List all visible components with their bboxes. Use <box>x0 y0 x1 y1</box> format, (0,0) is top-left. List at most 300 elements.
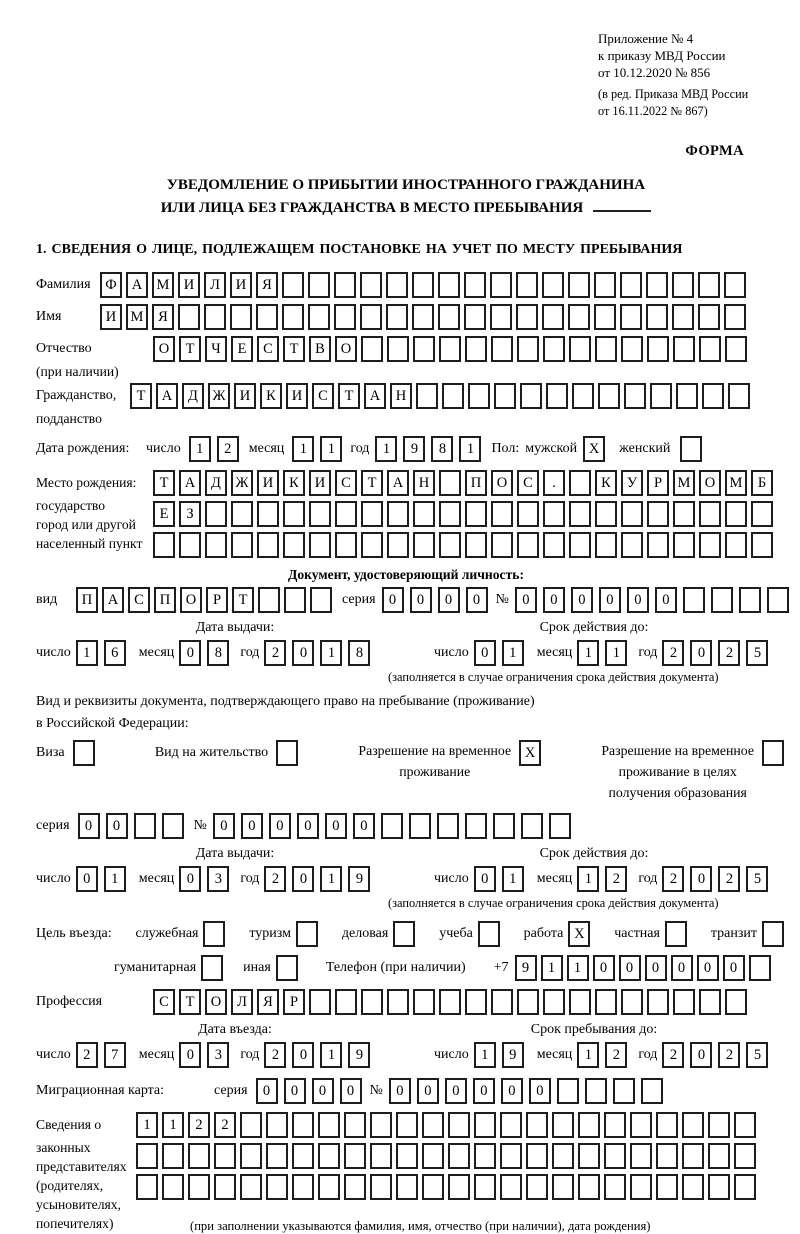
char-cell[interactable]: 0 <box>382 587 404 613</box>
char-cell[interactable]: 1 <box>320 640 342 666</box>
char-cell[interactable] <box>543 532 565 558</box>
char-cell[interactable] <box>344 1143 366 1169</box>
char-cell[interactable] <box>448 1174 470 1200</box>
char-cell[interactable]: М <box>725 470 747 496</box>
char-cell[interactable]: У <box>621 470 643 496</box>
char-cell[interactable]: 0 <box>474 866 496 892</box>
char-cell[interactable]: 0 <box>284 1078 306 1104</box>
char-cell[interactable] <box>442 383 464 409</box>
char-cell[interactable] <box>464 272 486 298</box>
char-cell[interactable] <box>493 813 515 839</box>
char-cell[interactable] <box>412 304 434 330</box>
char-cell[interactable]: В <box>309 336 331 362</box>
char-cell[interactable]: 0 <box>543 587 565 613</box>
char-cell[interactable] <box>516 304 538 330</box>
char-cell[interactable]: Я <box>152 304 174 330</box>
char-cell[interactable]: 3 <box>207 1042 229 1068</box>
char-cell[interactable] <box>673 532 695 558</box>
char-cell[interactable]: 3 <box>207 866 229 892</box>
char-cell[interactable]: Ч <box>205 336 227 362</box>
char-cell[interactable]: Н <box>390 383 412 409</box>
char-cell[interactable] <box>370 1112 392 1138</box>
char-cell[interactable]: 2 <box>718 866 740 892</box>
char-cell[interactable] <box>682 1174 704 1200</box>
char-cell[interactable] <box>231 501 253 527</box>
char-cell[interactable] <box>256 304 278 330</box>
char-cell[interactable] <box>585 1078 607 1104</box>
char-cell[interactable] <box>381 813 403 839</box>
char-cell[interactable] <box>387 532 409 558</box>
char-cell[interactable] <box>360 304 382 330</box>
char-cell[interactable]: К <box>595 470 617 496</box>
char-cell[interactable] <box>546 383 568 409</box>
char-cell[interactable]: 0 <box>179 866 201 892</box>
char-cell[interactable]: 2 <box>76 1042 98 1068</box>
char-cell[interactable]: И <box>178 272 200 298</box>
char-cell[interactable] <box>416 383 438 409</box>
char-cell[interactable] <box>491 532 513 558</box>
char-cell[interactable] <box>739 587 761 613</box>
char-cell[interactable] <box>595 532 617 558</box>
char-cell[interactable] <box>283 501 305 527</box>
char-cell[interactable]: 1 <box>189 436 211 462</box>
char-cell[interactable]: Е <box>153 501 175 527</box>
char-cell[interactable] <box>465 501 487 527</box>
char-cell[interactable]: Д <box>182 383 204 409</box>
char-cell[interactable]: О <box>699 470 721 496</box>
char-cell[interactable] <box>266 1112 288 1138</box>
char-cell[interactable] <box>292 1174 314 1200</box>
char-cell[interactable] <box>387 336 409 362</box>
char-cell[interactable] <box>578 1112 600 1138</box>
char-cell[interactable] <box>520 383 542 409</box>
char-cell[interactable]: 0 <box>340 1078 362 1104</box>
char-cell[interactable]: 0 <box>671 955 693 981</box>
char-cell[interactable]: С <box>335 470 357 496</box>
char-cell[interactable] <box>491 336 513 362</box>
char-cell[interactable] <box>308 272 330 298</box>
char-cell[interactable] <box>698 272 720 298</box>
char-cell[interactable]: 0 <box>645 955 667 981</box>
char-cell[interactable] <box>474 1143 496 1169</box>
char-cell[interactable] <box>413 501 435 527</box>
char-cell[interactable]: 6 <box>104 640 126 666</box>
char-cell[interactable] <box>136 1143 158 1169</box>
char-cell[interactable] <box>749 955 771 981</box>
char-cell[interactable] <box>465 336 487 362</box>
purpose-work-checkbox[interactable]: X <box>568 921 590 947</box>
char-cell[interactable] <box>439 532 461 558</box>
char-cell[interactable]: 0 <box>473 1078 495 1104</box>
char-cell[interactable] <box>725 501 747 527</box>
purpose-private-checkbox[interactable] <box>665 921 687 947</box>
char-cell[interactable] <box>318 1174 340 1200</box>
char-cell[interactable]: 5 <box>746 1042 768 1068</box>
char-cell[interactable] <box>647 989 669 1015</box>
char-cell[interactable] <box>448 1112 470 1138</box>
char-cell[interactable] <box>205 501 227 527</box>
char-cell[interactable]: 0 <box>389 1078 411 1104</box>
char-cell[interactable] <box>500 1174 522 1200</box>
char-cell[interactable]: Т <box>179 989 201 1015</box>
char-cell[interactable] <box>334 272 356 298</box>
char-cell[interactable] <box>396 1143 418 1169</box>
char-cell[interactable] <box>162 813 184 839</box>
char-cell[interactable] <box>725 336 747 362</box>
char-cell[interactable] <box>361 336 383 362</box>
char-cell[interactable] <box>598 383 620 409</box>
char-cell[interactable]: И <box>286 383 308 409</box>
char-cell[interactable] <box>214 1174 236 1200</box>
char-cell[interactable]: П <box>154 587 176 613</box>
char-cell[interactable] <box>517 989 539 1015</box>
char-cell[interactable] <box>552 1112 574 1138</box>
char-cell[interactable]: 2 <box>264 1042 286 1068</box>
sex-male-checkbox[interactable]: X <box>583 436 605 462</box>
char-cell[interactable] <box>699 989 721 1015</box>
char-cell[interactable]: 0 <box>438 587 460 613</box>
char-cell[interactable] <box>751 532 773 558</box>
char-cell[interactable]: 9 <box>502 1042 524 1068</box>
char-cell[interactable] <box>552 1143 574 1169</box>
char-cell[interactable]: 1 <box>375 436 397 462</box>
char-cell[interactable] <box>257 532 279 558</box>
char-cell[interactable] <box>656 1143 678 1169</box>
temp-residence-edu-checkbox[interactable] <box>762 740 784 766</box>
char-cell[interactable] <box>240 1112 262 1138</box>
visa-checkbox[interactable] <box>73 740 95 766</box>
char-cell[interactable] <box>724 272 746 298</box>
char-cell[interactable]: Р <box>283 989 305 1015</box>
char-cell[interactable] <box>162 1174 184 1200</box>
char-cell[interactable]: 2 <box>264 866 286 892</box>
char-cell[interactable]: 0 <box>417 1078 439 1104</box>
char-cell[interactable]: А <box>364 383 386 409</box>
char-cell[interactable]: 0 <box>213 813 235 839</box>
char-cell[interactable] <box>542 272 564 298</box>
char-cell[interactable]: П <box>465 470 487 496</box>
char-cell[interactable]: . <box>543 470 565 496</box>
char-cell[interactable] <box>683 587 705 613</box>
char-cell[interactable] <box>702 383 724 409</box>
char-cell[interactable] <box>630 1112 652 1138</box>
char-cell[interactable] <box>724 304 746 330</box>
char-cell[interactable]: 0 <box>256 1078 278 1104</box>
char-cell[interactable]: 1 <box>292 436 314 462</box>
char-cell[interactable]: 1 <box>320 436 342 462</box>
char-cell[interactable] <box>344 1112 366 1138</box>
char-cell[interactable] <box>698 304 720 330</box>
char-cell[interactable] <box>310 587 332 613</box>
char-cell[interactable]: 7 <box>104 1042 126 1068</box>
char-cell[interactable]: 0 <box>269 813 291 839</box>
char-cell[interactable] <box>240 1174 262 1200</box>
char-cell[interactable] <box>361 532 383 558</box>
char-cell[interactable]: 2 <box>264 640 286 666</box>
char-cell[interactable] <box>309 989 331 1015</box>
char-cell[interactable]: 0 <box>179 640 201 666</box>
char-cell[interactable]: Л <box>204 272 226 298</box>
char-cell[interactable] <box>725 989 747 1015</box>
char-cell[interactable]: 1 <box>605 640 627 666</box>
char-cell[interactable]: Б <box>751 470 773 496</box>
char-cell[interactable] <box>134 813 156 839</box>
char-cell[interactable]: С <box>153 989 175 1015</box>
char-cell[interactable] <box>490 304 512 330</box>
char-cell[interactable]: 0 <box>690 640 712 666</box>
char-cell[interactable] <box>387 501 409 527</box>
sex-female-checkbox[interactable] <box>680 436 702 462</box>
char-cell[interactable] <box>439 989 461 1015</box>
char-cell[interactable] <box>188 1174 210 1200</box>
char-cell[interactable]: 1 <box>136 1112 158 1138</box>
char-cell[interactable]: 0 <box>325 813 347 839</box>
char-cell[interactable] <box>465 532 487 558</box>
char-cell[interactable]: И <box>100 304 122 330</box>
char-cell[interactable] <box>386 304 408 330</box>
char-cell[interactable] <box>439 501 461 527</box>
char-cell[interactable]: 0 <box>466 587 488 613</box>
char-cell[interactable] <box>240 1143 262 1169</box>
char-cell[interactable] <box>620 272 642 298</box>
char-cell[interactable] <box>438 272 460 298</box>
char-cell[interactable]: С <box>128 587 150 613</box>
char-cell[interactable]: М <box>126 304 148 330</box>
char-cell[interactable] <box>630 1143 652 1169</box>
char-cell[interactable]: 9 <box>348 1042 370 1068</box>
char-cell[interactable]: 8 <box>431 436 453 462</box>
char-cell[interactable] <box>672 272 694 298</box>
char-cell[interactable]: Р <box>647 470 669 496</box>
char-cell[interactable]: С <box>517 470 539 496</box>
char-cell[interactable]: А <box>156 383 178 409</box>
char-cell[interactable] <box>552 1174 574 1200</box>
char-cell[interactable]: Т <box>361 470 383 496</box>
char-cell[interactable] <box>711 587 733 613</box>
char-cell[interactable] <box>699 501 721 527</box>
char-cell[interactable] <box>491 989 513 1015</box>
char-cell[interactable]: 1 <box>320 1042 342 1068</box>
char-cell[interactable] <box>230 304 252 330</box>
char-cell[interactable] <box>569 532 591 558</box>
char-cell[interactable] <box>549 813 571 839</box>
char-cell[interactable]: П <box>76 587 98 613</box>
char-cell[interactable] <box>647 336 669 362</box>
char-cell[interactable]: 1 <box>502 866 524 892</box>
char-cell[interactable]: 0 <box>76 866 98 892</box>
purpose-study-checkbox[interactable] <box>478 921 500 947</box>
char-cell[interactable] <box>258 587 280 613</box>
char-cell[interactable]: 1 <box>541 955 563 981</box>
char-cell[interactable] <box>526 1112 548 1138</box>
char-cell[interactable] <box>361 989 383 1015</box>
char-cell[interactable]: М <box>152 272 174 298</box>
char-cell[interactable]: 0 <box>599 587 621 613</box>
char-cell[interactable] <box>630 1174 652 1200</box>
char-cell[interactable]: 5 <box>746 640 768 666</box>
char-cell[interactable]: Т <box>232 587 254 613</box>
purpose-transit-checkbox[interactable] <box>762 921 784 947</box>
char-cell[interactable]: 0 <box>78 813 100 839</box>
char-cell[interactable]: О <box>491 470 513 496</box>
char-cell[interactable] <box>521 813 543 839</box>
char-cell[interactable] <box>292 1143 314 1169</box>
char-cell[interactable] <box>214 1143 236 1169</box>
char-cell[interactable]: Л <box>231 989 253 1015</box>
purpose-business-checkbox[interactable] <box>393 921 415 947</box>
char-cell[interactable] <box>621 989 643 1015</box>
char-cell[interactable]: 0 <box>690 1042 712 1068</box>
char-cell[interactable]: Ж <box>208 383 230 409</box>
char-cell[interactable] <box>413 989 435 1015</box>
char-cell[interactable]: 2 <box>605 866 627 892</box>
char-cell[interactable]: А <box>102 587 124 613</box>
char-cell[interactable] <box>386 272 408 298</box>
char-cell[interactable] <box>494 383 516 409</box>
char-cell[interactable]: 0 <box>697 955 719 981</box>
char-cell[interactable] <box>708 1174 730 1200</box>
char-cell[interactable]: 0 <box>529 1078 551 1104</box>
char-cell[interactable]: 2 <box>718 640 740 666</box>
char-cell[interactable]: 0 <box>353 813 375 839</box>
char-cell[interactable] <box>396 1174 418 1200</box>
char-cell[interactable] <box>526 1143 548 1169</box>
char-cell[interactable] <box>409 813 431 839</box>
char-cell[interactable] <box>621 532 643 558</box>
char-cell[interactable] <box>594 304 616 330</box>
char-cell[interactable] <box>621 501 643 527</box>
char-cell[interactable]: 0 <box>474 640 496 666</box>
char-cell[interactable] <box>292 1112 314 1138</box>
char-cell[interactable]: 1 <box>76 640 98 666</box>
char-cell[interactable] <box>188 1143 210 1169</box>
char-cell[interactable] <box>474 1112 496 1138</box>
char-cell[interactable]: 0 <box>627 587 649 613</box>
char-cell[interactable] <box>360 272 382 298</box>
char-cell[interactable]: 1 <box>104 866 126 892</box>
char-cell[interactable] <box>767 587 789 613</box>
char-cell[interactable] <box>309 501 331 527</box>
char-cell[interactable] <box>439 336 461 362</box>
char-cell[interactable]: 8 <box>207 640 229 666</box>
char-cell[interactable]: 9 <box>403 436 425 462</box>
char-cell[interactable]: 0 <box>593 955 615 981</box>
char-cell[interactable]: К <box>260 383 282 409</box>
char-cell[interactable] <box>647 501 669 527</box>
char-cell[interactable] <box>647 532 669 558</box>
char-cell[interactable] <box>422 1143 444 1169</box>
char-cell[interactable] <box>474 1174 496 1200</box>
char-cell[interactable]: 0 <box>690 866 712 892</box>
char-cell[interactable]: К <box>283 470 305 496</box>
char-cell[interactable] <box>613 1078 635 1104</box>
char-cell[interactable] <box>282 304 304 330</box>
char-cell[interactable] <box>266 1143 288 1169</box>
char-cell[interactable] <box>439 470 461 496</box>
char-cell[interactable]: С <box>257 336 279 362</box>
char-cell[interactable] <box>656 1174 678 1200</box>
char-cell[interactable]: 1 <box>577 640 599 666</box>
char-cell[interactable]: Ж <box>231 470 253 496</box>
char-cell[interactable]: 0 <box>619 955 641 981</box>
char-cell[interactable] <box>656 1112 678 1138</box>
char-cell[interactable] <box>517 532 539 558</box>
char-cell[interactable] <box>578 1143 600 1169</box>
char-cell[interactable]: Е <box>231 336 253 362</box>
char-cell[interactable] <box>673 501 695 527</box>
char-cell[interactable] <box>569 501 591 527</box>
char-cell[interactable]: Т <box>179 336 201 362</box>
char-cell[interactable] <box>412 272 434 298</box>
char-cell[interactable] <box>500 1143 522 1169</box>
char-cell[interactable]: М <box>673 470 695 496</box>
char-cell[interactable]: Т <box>130 383 152 409</box>
char-cell[interactable]: 0 <box>655 587 677 613</box>
char-cell[interactable] <box>370 1143 392 1169</box>
char-cell[interactable]: 9 <box>348 866 370 892</box>
char-cell[interactable] <box>673 989 695 1015</box>
char-cell[interactable]: Р <box>206 587 228 613</box>
char-cell[interactable] <box>734 1143 756 1169</box>
char-cell[interactable] <box>751 501 773 527</box>
char-cell[interactable]: И <box>257 470 279 496</box>
char-cell[interactable] <box>282 272 304 298</box>
char-cell[interactable] <box>646 304 668 330</box>
char-cell[interactable]: 1 <box>577 1042 599 1068</box>
char-cell[interactable] <box>318 1112 340 1138</box>
char-cell[interactable] <box>604 1112 626 1138</box>
char-cell[interactable] <box>231 532 253 558</box>
char-cell[interactable] <box>682 1143 704 1169</box>
char-cell[interactable]: 0 <box>445 1078 467 1104</box>
char-cell[interactable] <box>464 304 486 330</box>
char-cell[interactable] <box>543 501 565 527</box>
char-cell[interactable]: Т <box>338 383 360 409</box>
char-cell[interactable] <box>708 1143 730 1169</box>
char-cell[interactable]: Я <box>257 989 279 1015</box>
char-cell[interactable]: 0 <box>515 587 537 613</box>
char-cell[interactable] <box>438 304 460 330</box>
char-cell[interactable]: 0 <box>241 813 263 839</box>
char-cell[interactable]: И <box>309 470 331 496</box>
char-cell[interactable]: 0 <box>292 640 314 666</box>
char-cell[interactable] <box>517 336 539 362</box>
char-cell[interactable]: 1 <box>162 1112 184 1138</box>
char-cell[interactable] <box>153 532 175 558</box>
purpose-other-checkbox[interactable] <box>276 955 298 981</box>
char-cell[interactable] <box>641 1078 663 1104</box>
char-cell[interactable]: 1 <box>459 436 481 462</box>
char-cell[interactable] <box>604 1174 626 1200</box>
char-cell[interactable] <box>557 1078 579 1104</box>
temp-residence-checkbox[interactable]: X <box>519 740 541 766</box>
char-cell[interactable]: О <box>335 336 357 362</box>
char-cell[interactable] <box>516 272 538 298</box>
char-cell[interactable] <box>672 304 694 330</box>
char-cell[interactable] <box>572 383 594 409</box>
char-cell[interactable] <box>179 532 201 558</box>
char-cell[interactable] <box>257 501 279 527</box>
char-cell[interactable] <box>361 501 383 527</box>
char-cell[interactable] <box>568 304 590 330</box>
char-cell[interactable] <box>699 532 721 558</box>
char-cell[interactable]: 2 <box>718 1042 740 1068</box>
residence-permit-checkbox[interactable] <box>276 740 298 766</box>
char-cell[interactable] <box>178 304 200 330</box>
char-cell[interactable]: 2 <box>662 866 684 892</box>
char-cell[interactable] <box>526 1174 548 1200</box>
char-cell[interactable]: 1 <box>320 866 342 892</box>
